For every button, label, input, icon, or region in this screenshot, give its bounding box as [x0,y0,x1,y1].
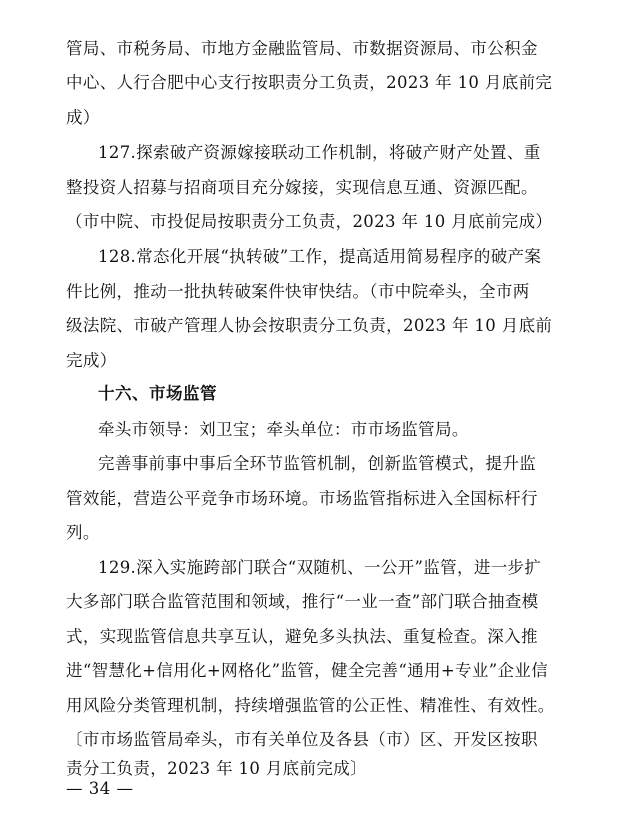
text-line: 责分工负责，2023 年 10 月底前完成〕 [66,759,367,778]
text-line: 大多部门联合监管范围和领域，推行“一业一查”部门联合抽查模 [66,592,539,611]
text-line: 进“智慧化+信用化+网格化”监管，健全完善“通用+专业”企业信 [66,661,549,680]
text-line: 中心、人行合肥中心支行按职责分工负责，2023 年 10 月底前完 [66,73,553,92]
text-line: （市中院、市投促局按职责分工负责，2023 年 10 月底前完成） [66,212,553,231]
text-line: 级法院、市破产管理人协会按职责分工负责，2023 年 10 月底前 [66,316,553,335]
text-line: 件比例，推动一批执转破案件快审快结。（市中院牵头，全市两 [66,282,530,301]
text-line: 〔市市场监管局牵头，市有关单位及各县（市）区、开发区按职 [66,730,538,749]
intro-paragraph-start: 完善事前事中事后全环节监管机制，创新监管模式，提升监 [98,454,537,473]
item-128-start: 128.常态化开展“执转破”工作，提高适用简易程序的破产案 [98,247,542,266]
text-line: 成） [66,108,100,127]
text-line: 用风险分类管理机制，持续增强监管的公正性、精准性、有效性。 [66,696,555,715]
item-127-start: 127.探索破产资源嫁接联动工作机制，将破产财产处置、重 [98,143,541,162]
text-line: 列。 [66,523,100,542]
text-line: 整投资人招募与招商项目充分嫁接，实现信息互通、资源匹配。 [66,178,538,197]
text-line: 管效能，营造公平竞争市场环境。市场监管指标进入全国标杆行 [66,489,538,508]
text-line: 式，实现监管信息共享互认，避免多头执法、重复检查。深入推 [66,627,538,646]
section-heading: 十六、市场监管 [98,384,217,403]
text-line: 管局、市税务局、市地方金融监管局、市数据资源局、市公积金 [66,39,538,58]
page-number: — 34 — [66,779,134,798]
lead-info-line: 牵头市领导：刘卫宝；牵头单位：市市场监管局。 [98,420,469,439]
text-line: 完成） [66,351,117,370]
item-129-start: 129.深入实施跨部门联合“双随机、一公开”监管，进一步扩 [98,558,542,577]
